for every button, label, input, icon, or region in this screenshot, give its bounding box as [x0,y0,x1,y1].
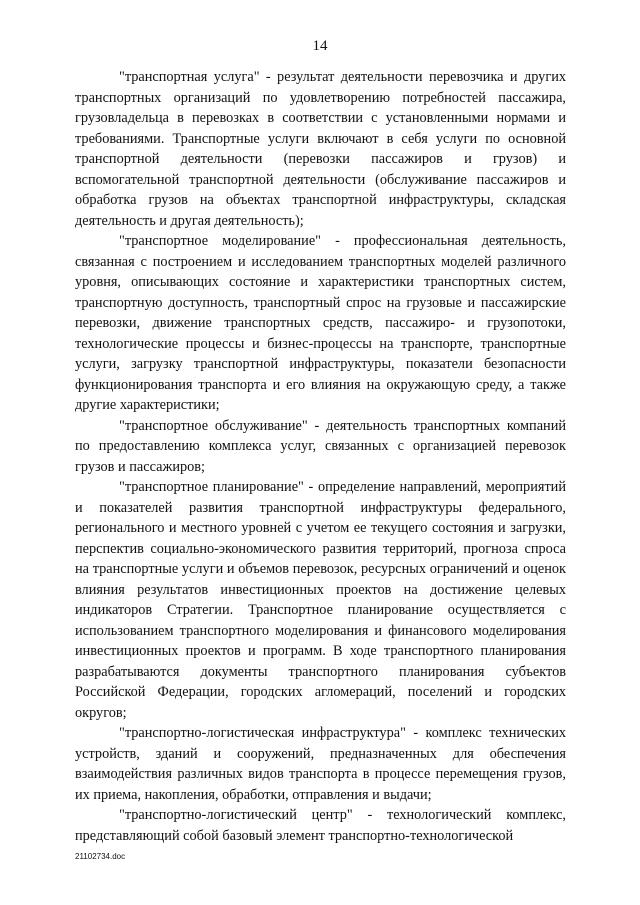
paragraph-logistics-infrastructure: "транспортно-логистическая инфраструктура" - комплекс технических устройств, зданий и сооружений, предназначенных для обеспечения взаимодействия различных видов транспорта в процессе перемещения грузов, их приема, накопления, обработки, отправления и выдачи; [75,725,566,803]
paragraph-transport-service: "транспортная услуга" - результат деятельности перевозчика и других транспортных организаций по удовлетворению потребностей пассажира, грузовладельца в перевозках в соответствии с установленными нормами и требованиями. Транспортные услуги включают в себя услуги по основной транспортной деятельности (перевозки пассажиров и грузов) и вспомогательной транспортной деятельности (обслуживание пассажиров и обработка грузов на объектах транспортной инфраструктуры, складская деятельность и другая деятельность); [75,69,566,229]
page-number: 14 [312,38,328,54]
paragraph-transport-planning: "транспортное планирование" - определение направлений, мероприятий и показателей развития транспортной инфраструктуры федерального, регионального и местного уровней с учетом ее текущего состояния и загрузки, перспектив социально-экономического развития территорий, прогноза спроса на транспортные услуги и объемов перевозок, ресурсных ограничений и оценок влияния результатов инвестиционных проектов на достижение целевых индикаторов Стратегии. Транспортное планирование осуществляется с использованием транспортного моделирования и финансового моделирования инвестиционных проектов и программ. В ходе транспортного планирования разрабатываются документы транспортного планирования субъектов Российской Федерации, городских агломераций, поселений и городских округов; [75,479,566,721]
document-filename: 21102734.doc [75,852,126,861]
document-body [75,67,566,846]
paragraph-logistics-center: "транспортно-логистический центр" - технологический комплекс, представляющий собой базовый элемент транспортно-технологической [75,807,566,844]
paragraph-transport-modeling: "транспортное моделирование" - профессиональная деятельность, связанная с построением и исследованием транспортных моделей различного уровня, описывающих состояние и характеристики транспортных систем, транспортную доступность, транспортный спрос на грузовые и пассажирские перевозки, движение транспортных средств, пассажиро- и грузопотоки, технологические процессы и бизнес-процессы на транспорте, транспортные услуги, загрузку транспортной инфраструктуры, показатели безопасности функционирования транспорта и его влияния на окружающую среду, а также другие характеристики; [75,233,566,413]
paragraph-transport-servicing: "транспортное обслуживание" - деятельность транспортных компаний по предоставлению комплекса услуг, связанных с организацией перевозок грузов и пассажиров; [75,417,566,475]
